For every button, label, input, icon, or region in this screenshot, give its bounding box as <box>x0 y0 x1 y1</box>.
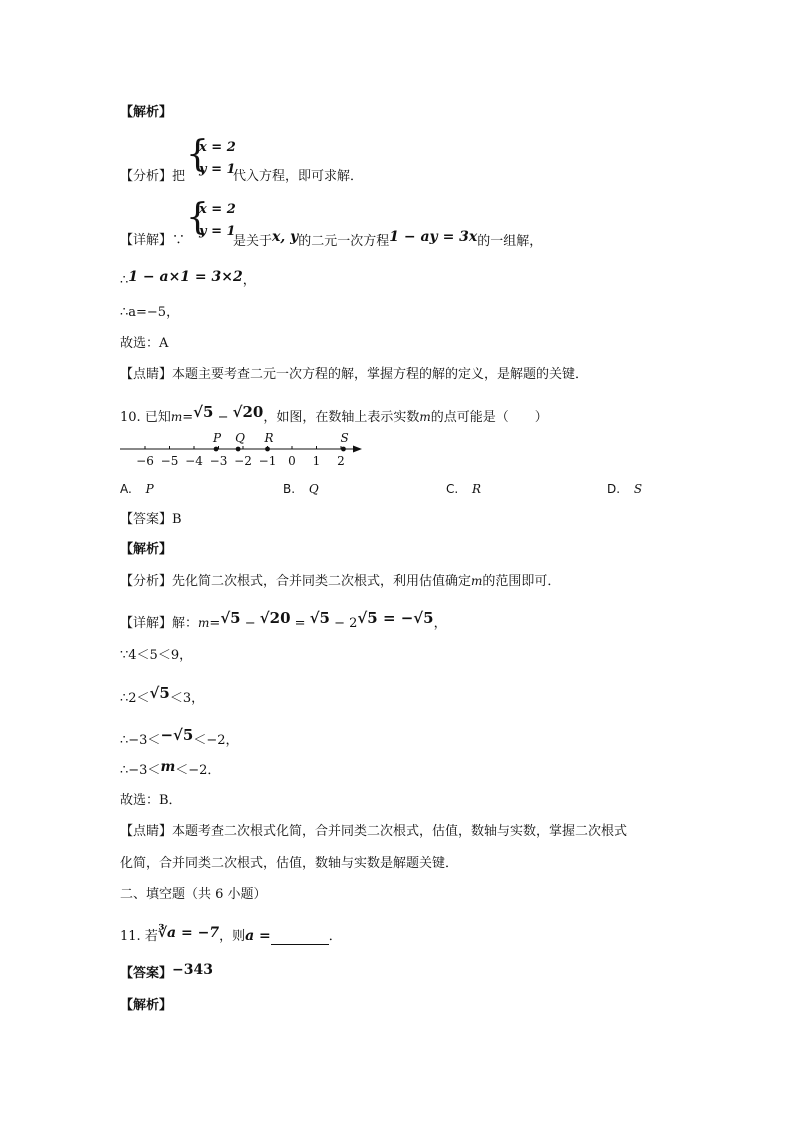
system-1-eq1: x = 2 <box>199 140 236 155</box>
option-b[interactable] <box>283 482 319 496</box>
option-c-value: R <box>472 482 482 496</box>
q10-sqrt5: √5 <box>193 403 214 421</box>
tick-label: −6 <box>136 454 154 468</box>
point-label-p: P <box>213 431 222 445</box>
option-a-key: A. <box>120 482 132 496</box>
detail-2-sqrt5b: √5 <box>309 609 330 627</box>
step-2: ∴a=−5， <box>120 305 180 320</box>
q10-eq: = <box>182 410 194 425</box>
line-neg3-neg-sqrt5-suffix: ＜−2， <box>193 733 239 748</box>
line-neg3-m-prefix: ∴−3＜ <box>120 763 161 778</box>
detail-1-rest <box>233 229 543 250</box>
analysis-2-var: m <box>471 574 483 588</box>
detail-2 <box>120 609 447 632</box>
point-label-r: R <box>264 431 274 445</box>
point-dot-r <box>265 447 270 452</box>
tick-label: −2 <box>234 454 252 468</box>
tick-label: −3 <box>209 454 228 468</box>
number-line <box>118 428 368 470</box>
line-2-sqrt5-3-sqrt: √5 <box>149 684 170 702</box>
jiexi-label-1: 【解析】 <box>120 105 173 120</box>
tick-label: −4 <box>185 454 203 468</box>
q10-sqrt20: √20 <box>232 403 264 421</box>
option-c[interactable] <box>446 482 481 496</box>
detail-1-vars: x, y <box>272 229 299 245</box>
choice-2: 故选：B． <box>120 793 182 808</box>
detail-2-result: = −√5 <box>377 609 434 627</box>
system-2-eq2: y = 1 <box>199 224 236 239</box>
question-11 <box>120 925 342 945</box>
detail-1-suffix: 的一组解， <box>477 234 543 249</box>
detail-1-equation: 1 − ay = 3x <box>389 229 478 245</box>
detail-1-mid2: 的二元一次方程 <box>298 234 390 249</box>
line-neg3-m <box>120 759 221 779</box>
analysis-2-prefix: 【分析】先化简二次根式，合并同类二次根式，利用估值确定 <box>120 574 472 589</box>
line-neg3-m-suffix: ＜−2． <box>175 763 221 778</box>
q11-prefix: 若 <box>144 929 158 944</box>
tick-label: −1 <box>258 454 277 468</box>
line-neg3-neg-sqrt5 <box>120 726 239 749</box>
line-neg3-neg-sqrt5-sqrt: −√5 <box>160 726 194 744</box>
q10-suffix1: ，如图，在数轴上表示实数 <box>263 410 420 425</box>
q11-answer-blank[interactable] <box>271 932 329 945</box>
option-b-value: Q <box>308 482 319 496</box>
option-c-key: C. <box>446 482 459 496</box>
point-dot-s <box>341 447 346 452</box>
line-2-sqrt5-3-prefix: ∴2＜ <box>120 691 150 706</box>
analysis-2-suffix: 的范围即可． <box>482 574 561 589</box>
option-a[interactable] <box>120 482 154 496</box>
q10-var: m <box>170 410 183 424</box>
choice-1: 故选：A <box>120 336 169 351</box>
line-4-5-9: ∵4＜5＜9， <box>120 648 193 663</box>
detail-2-minus2: − 2 <box>329 616 358 631</box>
point-dot-q <box>236 447 241 452</box>
detail-2-sqrt5c: √5 <box>357 609 378 627</box>
answer-11-label: 【答案】 <box>120 966 173 981</box>
tick-label: 2 <box>337 454 345 468</box>
number-line-arrow <box>353 446 362 453</box>
detail-2-sqrt20: √20 <box>259 609 291 627</box>
point-label-q: Q <box>235 431 245 445</box>
analysis-2 <box>120 573 560 590</box>
analysis-1 <box>120 169 185 185</box>
q11-var: a = <box>245 928 271 944</box>
question-10 <box>120 403 548 426</box>
option-d[interactable] <box>607 482 642 496</box>
line-neg3-neg-sqrt5-prefix: ∴−3＜ <box>120 733 161 748</box>
detail-2-eq2: = <box>290 616 310 631</box>
comment-2-line-1: 【点睛】本题考查二次根式化简，合并同类二次根式，估值，数轴与实数，掌握二次根式 <box>120 824 628 839</box>
option-d-value: S <box>633 482 643 496</box>
line-2-sqrt5-3-suffix: ＜3， <box>169 691 205 706</box>
tick-label: −5 <box>160 454 179 468</box>
detail-2-sqrt5: √5 <box>220 609 241 627</box>
q10-number: 10. <box>120 410 141 425</box>
system-brace-1: { <box>186 134 209 175</box>
step-1-prefix: ∴ <box>120 273 129 288</box>
comment-1: 【点睛】本题主要考查二元一次方程的解，掌握方程的解的定义，是解题的关键． <box>120 367 589 382</box>
q10-var-2: m <box>419 410 431 424</box>
step-1-suffix: ， <box>242 273 256 288</box>
answer-11 <box>120 962 213 982</box>
answer-10: 【答案】B <box>120 512 182 527</box>
q10-minus: − <box>213 410 233 425</box>
system-2-eq1: x = 2 <box>199 202 236 217</box>
detail-2-eq: = <box>209 616 221 631</box>
detail-2-minus: − <box>240 616 260 631</box>
detail-2-suffix: ， <box>433 616 447 631</box>
q11-suffix: ． <box>328 929 342 944</box>
system-1-eq2: y = 1 <box>199 162 236 177</box>
step-1 <box>120 269 256 289</box>
detail-2-prefix: 【详解】解： <box>120 616 199 631</box>
analysis-1-suffix: 代入方程，即可求解． <box>233 169 364 184</box>
tick-label: 0 <box>288 454 296 468</box>
point-dot-p <box>214 447 219 452</box>
detail-1-mid1: 是关于 <box>233 234 273 249</box>
detail-1-prefix: 【详解】∵ <box>120 233 186 248</box>
tick-label: 1 <box>312 454 321 468</box>
number-line-points <box>212 431 349 451</box>
detail-2-var: m <box>198 616 210 630</box>
comment-2-line-2: 化简，合并同类二次根式，估值，数轴与实数是解题关键． <box>120 856 459 871</box>
q10-prefix: 已知 <box>144 410 171 425</box>
q11-mid: ，则 <box>219 929 246 944</box>
q10-suffix2: 的点可能是（ ） <box>430 410 548 425</box>
option-d-key: D. <box>607 482 621 496</box>
section-2-heading: 二、填空题（共 6 小题） <box>120 887 267 902</box>
q11-number: 11. <box>120 929 141 944</box>
line-neg3-m-var: m <box>160 759 176 775</box>
step-1-expr: 1 − a×1 = 3×2 <box>128 269 243 285</box>
system-brace-2: { <box>186 197 209 238</box>
line-2-sqrt5-3 <box>120 684 205 707</box>
jiexi-label-3: 【解析】 <box>120 998 173 1013</box>
analysis-1-prefix: 【分析】把 <box>120 169 186 184</box>
q11-cuberoot: ∛a = −7 <box>157 925 220 941</box>
answer-11-value: −343 <box>172 962 213 978</box>
point-label-s: S <box>340 431 349 445</box>
option-a-value: P <box>145 482 154 496</box>
option-b-key: B. <box>283 482 296 496</box>
jiexi-label-2: 【解析】 <box>120 542 173 557</box>
